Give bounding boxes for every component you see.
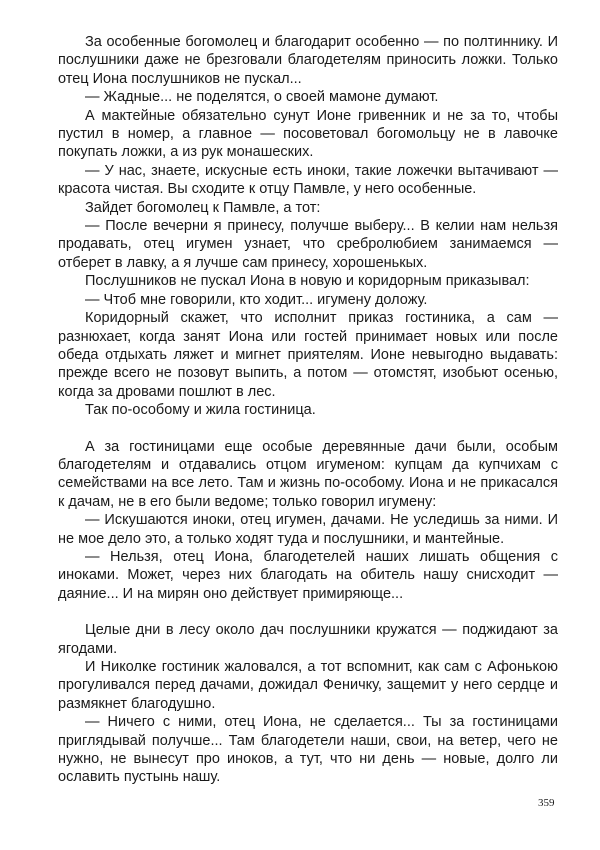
paragraph: — Нельзя, отец Иона, благодетелей наших лишать общения с иноками. Может, через них благодать на обитель нашу снисходит — даяние... И на мирян оно действует примиряюще... [58,548,558,602]
paragraph: Так по-особому и жила гостиница. [85,402,316,419]
text-section-2 [58,438,558,604]
paragraph: За особенные богомолец и благодарит особенно — по полтиннику. И послушники даже не брезговали благодетелям приносить ложки. Только отец Иона послушников не пускал... [58,34,558,87]
paragraph: — Чтоб мне говорили, кто ходит... игумену доложу. [85,291,428,308]
page-number: 359 [538,797,555,809]
text-section-1 [58,33,558,420]
paragraph: Коридорный скажет, что исполнит приказ гостиника, а сам — разнюхает, когда занят Иона или гостей принимает новых или после обеда отдыхать ляжет и мигнет приятелям. Ионе невыгодно выдавать: прежде всего не позовут выпить, а потом — отомстят, изобьют осенью, когда за дровами пошлют в лес. [58,310,558,400]
text-section-3 [58,621,558,787]
section-gap [58,420,558,438]
paragraph: — У нас, знаете, искусные есть иноки, такие ложечки вытачивают — красота чистая. Вы сходите к отцу Памвле, у него особенные. [58,162,558,198]
paragraph: Зайдет богомолец к Памвле, а тот: [85,199,321,216]
paragraph: — Искушаются иноки, отец игумен, дачами. Не уследишь за ними. И не мое дело это, а только ходят туда и послушники, и мантейные. [58,512,558,547]
paragraph: А мактейные обязательно сунут Ионе гривенник и не за то, чтобы пустил в номер, а главное — посоветовал богомольцу не в лавочке покупать ложки, а из рук монашеских. [58,107,558,161]
paragraph: А за гостиницами еще особые деревянные дачи были, особым благодетелям и отдавались отцом игуменом: купцам да купчихам с семействами на все лето. Там и жизнь по-особому. Иона и не прикасался к дачам, не в его были ведоме; только говорил игумену: [58,438,558,510]
section-gap [58,603,558,621]
paragraph: И Николке гостиник жаловался, а тот вспомнит, как сам с Афонькою прогуливался перед дачами, дожидал Феничку, защемит у него сердце и размякнет благодушно. [58,659,558,712]
book-page-text [58,33,558,787]
paragraph: — Ничего с ними, отец Иона, не сделается... Ты за гостиницами приглядывай получше... Там благодетели наши, свои, на ветер, чего не нужно, не вынесут про иноков, а тут, что ни день — новые, долго ли ославить пустынь нашу. [58,714,558,786]
paragraph: Целые дни в лесу около дач послушники кружатся — поджидают за ягодами. [58,622,558,657]
paragraph: — После вечерни я принесу, получше выберу... В келии нам нельзя продавать, отец игумен узнает, что сребролюбием занимаемся — отберет в лавку, а я лучше сам принесу, хорошенькых. [58,218,558,271]
paragraph: — Жадные... не поделятся, о своей мамоне думают. [85,89,439,106]
paragraph: Послушников не пускал Иона в новую и коридорным приказывал: [85,273,530,290]
